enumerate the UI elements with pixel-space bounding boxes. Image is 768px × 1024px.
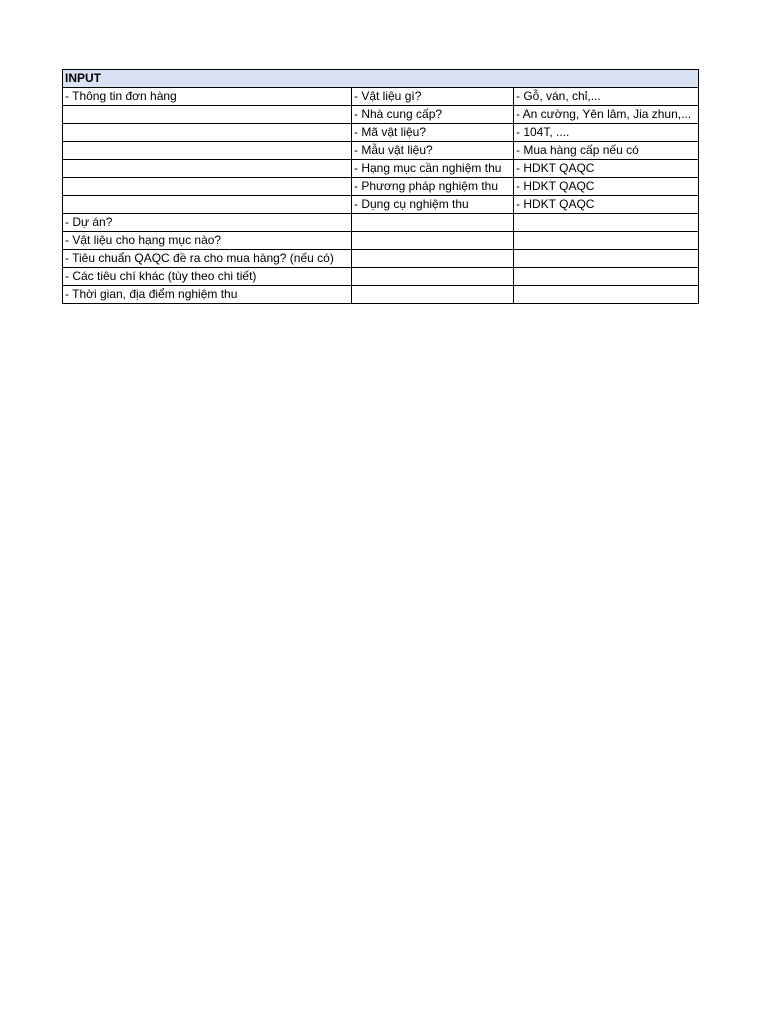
table-cell[interactable]: - HDKT QAQC <box>514 196 699 214</box>
table-row <box>63 232 699 250</box>
table-cell[interactable] <box>514 250 699 268</box>
table-row <box>63 268 699 286</box>
table-cell[interactable] <box>352 214 514 232</box>
input-table <box>62 69 699 304</box>
table-row <box>63 250 699 268</box>
table-cell[interactable] <box>63 142 352 160</box>
table-cell[interactable] <box>514 286 699 304</box>
table-cell[interactable] <box>352 286 514 304</box>
table-cell[interactable]: - Thời gian, địa điểm nghiệm thu <box>63 286 352 304</box>
table-row <box>63 178 699 196</box>
table-cell[interactable] <box>63 106 352 124</box>
table-cell[interactable]: - Thông tin đơn hàng <box>63 88 352 106</box>
table-cell[interactable] <box>352 250 514 268</box>
table-cell[interactable]: - Nhà cung cấp? <box>352 106 514 124</box>
table-cell[interactable]: - Mua hàng cấp nếu có <box>514 142 699 160</box>
table-cell[interactable] <box>352 268 514 286</box>
table-cell[interactable]: - Dự án? <box>63 214 352 232</box>
table-cell[interactable]: - Dụng cụ nghiệm thu <box>352 196 514 214</box>
table-cell[interactable]: - An cường, Yên lâm, Jia zhun,... <box>514 106 699 124</box>
table-cell[interactable] <box>514 268 699 286</box>
table-row <box>63 124 699 142</box>
table-row <box>63 160 699 178</box>
table-cell[interactable]: - HDKT QAQC <box>514 160 699 178</box>
table-cell[interactable]: - Vật liệu gì? <box>352 88 514 106</box>
table-cell[interactable]: - Gỗ, ván, chỉ,... <box>514 88 699 106</box>
table-cell[interactable]: - 104T, .... <box>514 124 699 142</box>
table-cell[interactable] <box>514 214 699 232</box>
table-cell[interactable] <box>63 178 352 196</box>
header-cell[interactable]: INPUT <box>63 70 699 88</box>
table-cell[interactable] <box>514 232 699 250</box>
table-cell[interactable]: - Hạng mục cần nghiệm thu <box>352 160 514 178</box>
table-cell[interactable]: - HDKT QAQC <box>514 178 699 196</box>
table-cell[interactable]: - Phương pháp nghiệm thu <box>352 178 514 196</box>
table-cell[interactable] <box>352 232 514 250</box>
header-row <box>63 70 699 88</box>
table-cell[interactable] <box>63 124 352 142</box>
table-row <box>63 106 699 124</box>
table-cell[interactable] <box>63 160 352 178</box>
table-row <box>63 196 699 214</box>
table-cell[interactable]: - Mẫu vật liệu? <box>352 142 514 160</box>
table-row <box>63 88 699 106</box>
spreadsheet <box>62 69 698 304</box>
table-cell[interactable]: - Vật liệu cho hạng mục nào? <box>63 232 352 250</box>
table-cell[interactable]: - Mã vật liệu? <box>352 124 514 142</box>
table-cell[interactable]: - Các tiêu chí khác (tùy theo chi tiết) <box>63 268 352 286</box>
table-row <box>63 286 699 304</box>
table-cell[interactable]: - Tiêu chuẩn QAQC đề ra cho mua hàng? (nếu có) <box>63 250 352 268</box>
table-row <box>63 214 699 232</box>
table-cell[interactable] <box>63 196 352 214</box>
table-row <box>63 142 699 160</box>
